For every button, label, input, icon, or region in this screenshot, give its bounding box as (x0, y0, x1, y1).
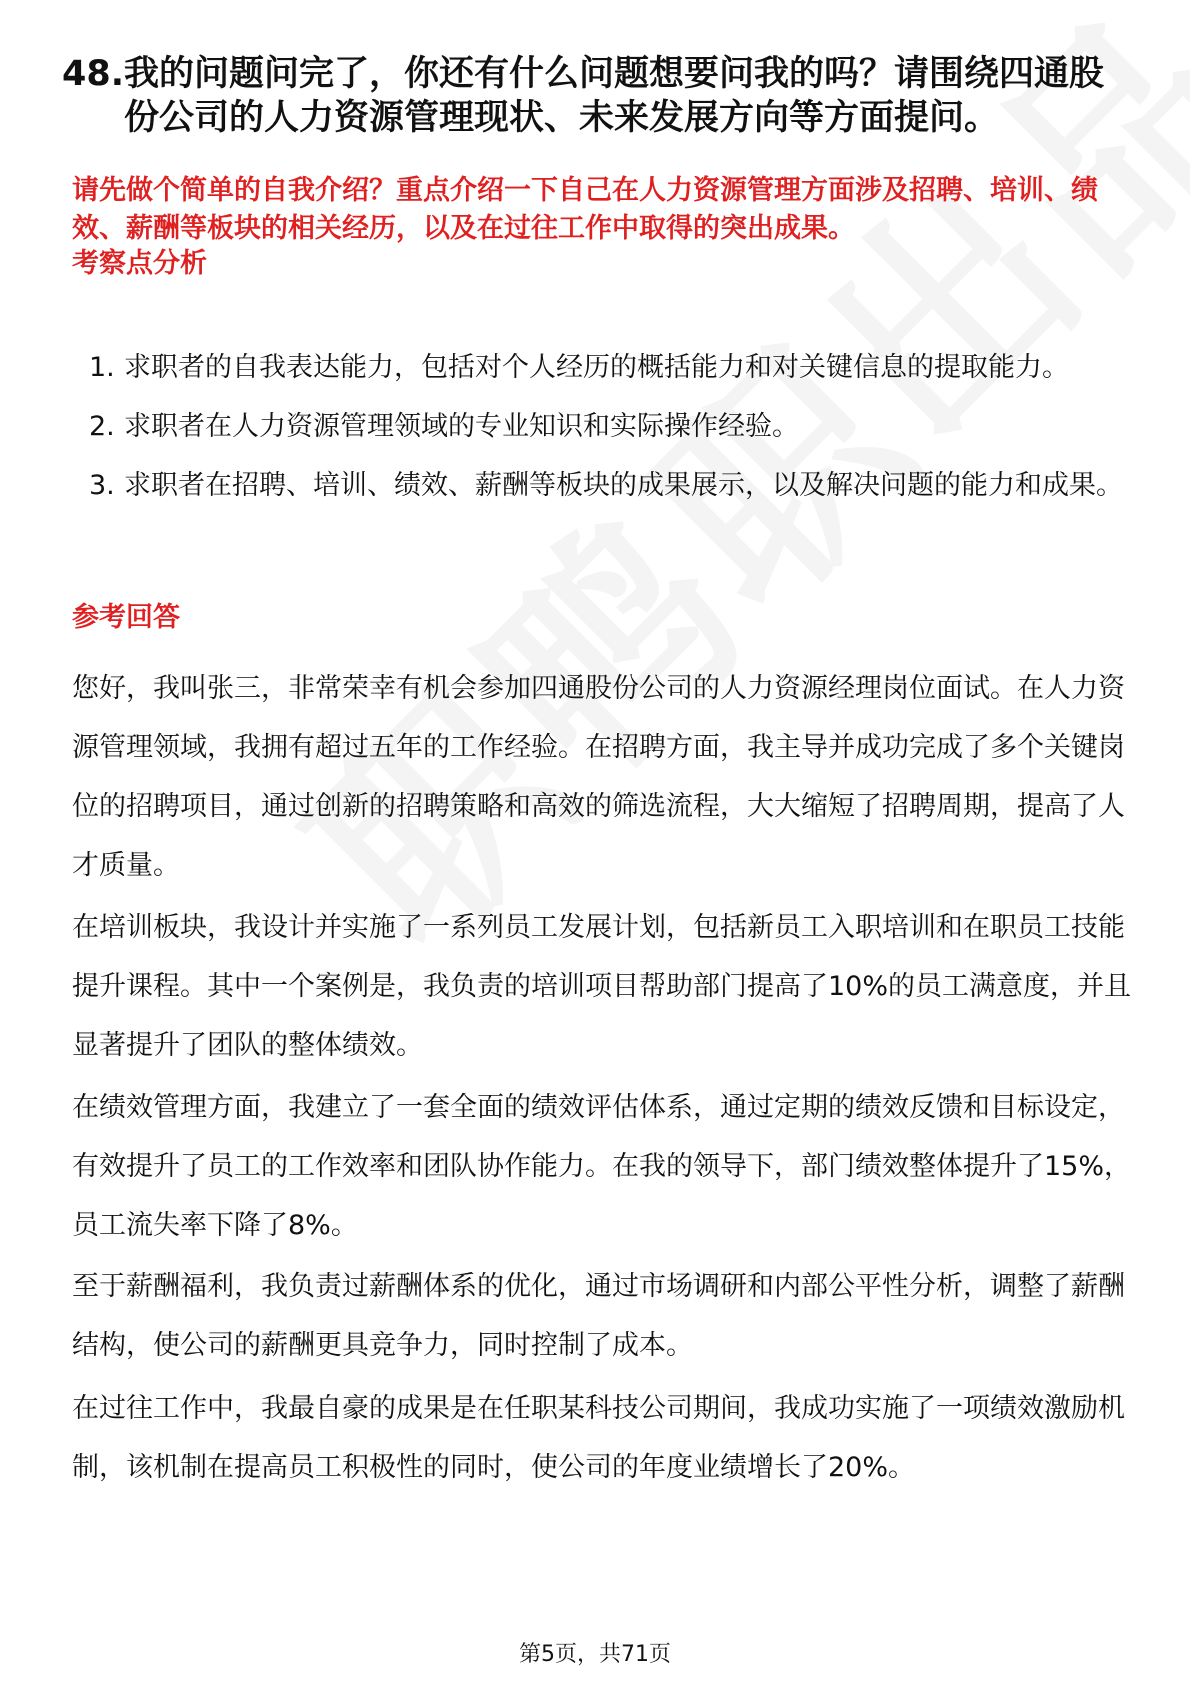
list-item (72, 397, 1132, 456)
answer-heading: 参考回答 (72, 602, 180, 633)
list-item-number: 2. (89, 411, 115, 442)
question-title (62, 52, 1142, 140)
list-item-text: 求职者的自我表达能力，包括对个人经历的概括能力和对关键信息的提取能力。 (124, 352, 1069, 383)
list-item-text: 求职者在招聘、培训、绩效、薪酬等板块的成果展示，以及解决问题的能力和成果。 (124, 470, 1123, 501)
answer-paragraph: 至于薪酬福利，我负责过薪酬体系的优化，通过市场调研和内部公平性分析，调整了薪酬结构，使公司的薪酬更具竞争力，同时控制了成本。 (72, 1271, 1125, 1361)
list-item-number: 3. (89, 470, 115, 501)
list-item-number: 1. (89, 352, 115, 383)
list-item (72, 456, 1132, 515)
list-item-text: 求职者在人力资源管理领域的专业知识和实际操作经验。 (124, 411, 799, 442)
answer-paragraph: 您好，我叫张三，非常荣幸有机会参加四通股份公司的人力资源经理岗位面试。在人力资源管理领域，我拥有超过五年的工作经验。在招聘方面，我主导并成功完成了多个关键岗位的招聘项目，通过创新的招聘策略和高效的筛选流程，大大缩短了招聘周期，提高了人才质量。 (72, 673, 1125, 881)
list-item (72, 338, 1132, 397)
answer-paragraph: 在培训板块，我设计并实施了一系列员工发展计划，包括新员工入职培训和在职员工技能提升课程。其中一个案例是，我负责的培训项目帮助部门提高了10%的员工满意度，并且显著提升了团队的整体绩效。 (72, 912, 1132, 1061)
interview-question: 请先做个简单的自我介绍？重点介绍一下自己在人力资源管理方面涉及招聘、培训、绩效、薪酬等板块的相关经历，以及在过往工作中取得的突出成果。 (72, 175, 1098, 244)
question-number: 48. (62, 54, 125, 94)
question-text: 我的问题问完了，你还有什么问题想要问我的吗？请围绕四通股份公司的人力资源管理现状、未来发展方向等方面提问。 (124, 54, 1105, 138)
analysis-heading: 考察点分析 (72, 248, 207, 279)
analysis-list (72, 338, 1132, 515)
answer-paragraph: 在过往工作中，我最自豪的成果是在任职某科技公司期间，我成功实施了一项绩效激励机制，该机制在提高员工积极性的同时，使公司的年度业绩增长了20%。 (72, 1393, 1125, 1483)
page-footer: 第5页，共71页 (519, 1642, 671, 1667)
answer-paragraph: 在绩效管理方面，我建立了一套全面的绩效评估体系，通过定期的绩效反馈和目标设定，有效提升了员工的工作效率和团队协作能力。在我的领导下，部门绩效整体提升了15%，员工流失率下降了8%。 (72, 1092, 1132, 1241)
